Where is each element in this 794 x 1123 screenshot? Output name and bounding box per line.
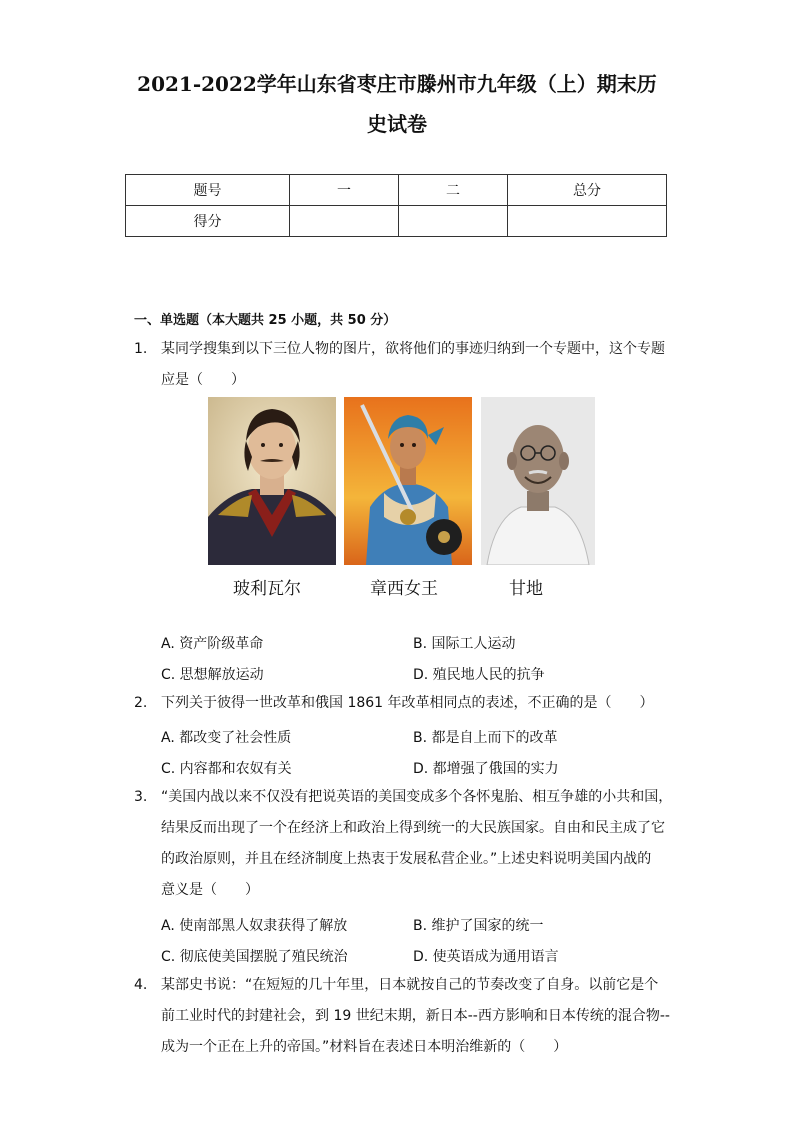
question-1: [134, 334, 674, 396]
score-header-cell: 题号: [126, 175, 290, 206]
question-stem: [161, 688, 674, 719]
paper-title-line1: 2021-2022学年山东省枣庄市滕州市九年级（上）期末历: [137, 72, 657, 96]
bolivar-image: [208, 397, 336, 565]
option-c[interactable]: C. 思想解放运动: [161, 667, 264, 683]
question-number: 4.: [134, 977, 148, 993]
rani-image: [344, 397, 472, 565]
question-2: [134, 688, 674, 719]
option-b[interactable]: B. 都是自上而下的改革: [413, 730, 558, 746]
paper-title-line2: 史试卷: [367, 112, 427, 136]
question-stem: [161, 782, 674, 906]
score-header-cell: 二: [399, 175, 508, 206]
question-line: 某同学搜集到以下三位人物的图片，欲将他们的事迹归纳到一个专题中，这个专题: [161, 341, 665, 357]
option-b[interactable]: B. 维护了国家的统一: [413, 918, 544, 934]
option-b[interactable]: B. 国际工人运动: [413, 636, 516, 652]
question-line: 的政治原则，并且在经济制度上热衷于发展私营企业。”上述史料说明美国内战的: [161, 851, 652, 867]
question-line: 意义是（ ）: [161, 882, 259, 898]
option-c[interactable]: C. 内容都和农奴有关: [161, 761, 292, 777]
portrait-gandhi: [474, 397, 602, 569]
score-cell: [399, 206, 508, 237]
option-d[interactable]: D. 都增强了俄国的实力: [413, 761, 559, 777]
score-header-cell: 一: [290, 175, 399, 206]
question-line: 下列关于彼得一世改革和俄国 1861 年改革相同点的表述，不正确的是（ ）: [161, 695, 654, 711]
caption-rani: 章西女王: [370, 579, 438, 599]
option-a[interactable]: A. 资产阶级革命: [161, 636, 264, 652]
score-row-label: 得分: [126, 206, 290, 237]
caption-bolivar: 玻利瓦尔: [233, 579, 301, 599]
gandhi-image: [474, 397, 602, 565]
question-number: 2.: [134, 695, 148, 711]
question-stem: [161, 334, 674, 396]
score-cell: [290, 206, 399, 237]
question-line: “美国内战以来不仅没有把说英语的美国变成多个各怀鬼胎、相互争雄的小共和国，: [161, 789, 673, 805]
question-3: [134, 782, 674, 906]
score-cell: [508, 206, 667, 237]
option-d[interactable]: D. 使英语成为通用语言: [413, 949, 559, 965]
score-table: [125, 174, 667, 237]
section-heading: 一、单选题（本大题共 25 小题，共 50 分）: [134, 313, 397, 328]
score-table-row: [126, 206, 667, 237]
score-table-header-row: [126, 175, 667, 206]
question-4: [134, 970, 674, 1063]
option-a[interactable]: A. 都改变了社会性质: [161, 730, 292, 746]
question-line: 应是（ ）: [161, 372, 245, 388]
caption-gandhi: 甘地: [509, 579, 543, 599]
portrait-bolivar: [208, 397, 336, 569]
question-number: 1.: [134, 341, 148, 357]
question-line: 结果反而出现了一个在经济上和政治上得到统一的大民族国家。自由和民主成了它: [161, 820, 665, 836]
question-line: 某部史书说：“在短短的几十年里，日本就按自己的节奏改变了自身。以前它是个: [161, 977, 659, 993]
option-c[interactable]: C. 彻底使美国摆脱了殖民统治: [161, 949, 348, 965]
option-a[interactable]: A. 使南部黑人奴隶获得了解放: [161, 918, 348, 934]
portrait-rani: [344, 397, 472, 569]
question-line: 成为一个正在上升的帝国。”材料旨在表述日本明治维新的（ ）: [161, 1039, 568, 1055]
option-d[interactable]: D. 殖民地人民的抗争: [413, 667, 545, 683]
question-number: 3.: [134, 789, 148, 805]
question-stem: [161, 970, 674, 1063]
score-header-cell: 总分: [508, 175, 667, 206]
question-line: 前工业时代的封建社会，到 19 世纪末期，新日本--西方影响和日本传统的混合物--: [161, 1008, 670, 1024]
